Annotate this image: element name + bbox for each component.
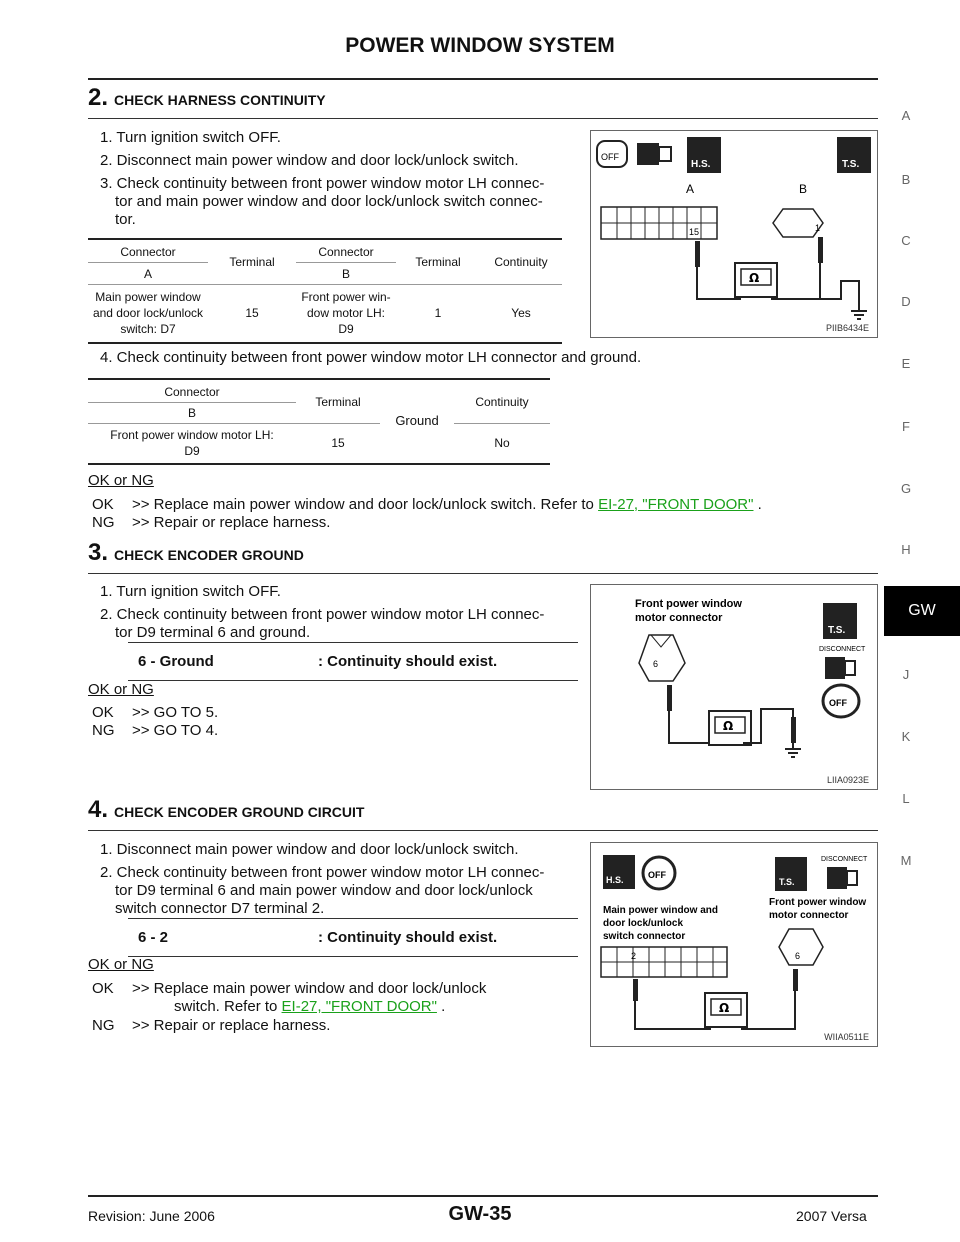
footer-rule [88,1195,878,1197]
ok-text: >> Replace main power window and door lock/unlock switch. Refer to [132,496,594,513]
step3-spec [128,642,578,681]
page-title: POWER WINDOW SYSTEM [345,34,615,57]
svg-text:6: 6 [795,951,801,961]
ng-key: NG [92,722,115,739]
harness-continuity-diagram [591,131,877,337]
ohmmeter-icon [705,993,747,1027]
side-tab-j[interactable]: J [902,667,910,682]
step4-line-2: 2. Check continuity between front power window motor LH connec- [100,864,545,881]
t1-conn-a-line2: and door lock/unlock [92,306,204,321]
ground-icon [851,311,867,319]
step3-ok-result [92,703,218,723]
ok-text-2: switch. Refer to [174,998,278,1015]
fig3-right-caption-1: Front power window [769,897,867,908]
svg-text:15: 15 [689,227,700,237]
continuity-table-2 [88,378,550,465]
step4-spec-right: : Continuity should exist. [318,929,498,946]
step4-ng-result [92,1016,330,1036]
t1-cell-connector-a [88,285,208,343]
t1-conn-b-line2: dow motor LH: [306,306,386,321]
t1-cell-terminal-b: 1 [434,306,442,321]
step4-heading [88,796,364,824]
probe-a [695,241,700,267]
figure-encoder-ground-circuit [590,842,878,1047]
t1-header-connector-2: Connector [296,239,396,263]
ng-key: NG [92,514,115,531]
step3-line-2: 2. Check continuity between front power window motor LH connec- [100,606,545,623]
step3-spec-left: 6 - Ground [138,653,214,670]
step3-title: CHECK ENCODER GROUND [114,547,304,563]
step2-ok-result [92,495,762,515]
probe-b [791,717,796,743]
figure-code: PIIB6434E [825,323,869,333]
fig2-caption-2: motor connector [635,612,723,624]
side-tab-k[interactable]: K [901,729,911,744]
side-tab-l[interactable]: L [902,791,910,806]
fig1-label-a: A [686,182,695,196]
ok-tail: . [441,998,446,1015]
t2-ground: Ground [395,413,439,429]
wire-b [771,263,820,299]
t1-header-terminal-2: Terminal [415,255,461,269]
disconnect-icon [827,867,857,889]
t1-header-a: A [143,266,152,281]
t1-header-terminal: Terminal [229,255,275,269]
t1-conn-a-line3: switch: D7 [120,322,176,337]
footer-page-number: GW-35 [448,1203,512,1225]
step4-ok-result [92,979,486,999]
t2-conn-line2: D9 [184,444,200,459]
ts-badge-icon [837,137,871,173]
ts-badge-icon [823,603,857,639]
t2-header-continuity: Continuity [475,394,529,409]
figure-encoder-ground [590,584,878,790]
side-tab-a[interactable]: A [901,108,911,123]
fig1-label-b: B [799,182,808,196]
step4-title: CHECK ENCODER GROUND CIRCUIT [114,804,365,820]
t2-cell-continuity: No [494,436,510,451]
step2-ng-result [92,513,330,533]
disconnect-label: DISCONNECT [821,856,868,863]
side-tab-c[interactable]: C [901,233,911,248]
svg-text:H.S.: H.S. [691,159,711,170]
side-tab-gw-active[interactable]: GW [884,586,960,636]
ok-key: OK [92,704,114,721]
ts-badge-icon [775,857,807,891]
continuity-table-1 [88,238,562,344]
step4-spec-left: 6 - 2 [138,929,169,946]
t2-cell-terminal: 15 [331,436,345,451]
ng-key: NG [92,1017,115,1034]
step3-spec-right: : Continuity should exist. [318,653,498,670]
svg-text:T.S.: T.S. [842,159,860,170]
step2-ok-ng-label: OK or NG [88,472,154,489]
step2-title: CHECK HARNESS CONTINUITY [114,92,326,108]
probe-b [818,237,823,263]
ground-wire [820,281,859,311]
step3-ok-ng-label: OK or NG [88,681,154,698]
fig3-left-caption-3: switch connector [603,931,686,942]
motor-connector-icon [639,635,685,681]
ok-tail: . [757,496,762,513]
step2-line-3c: tor. [115,211,136,228]
disconnect-icon [637,143,671,165]
footer-revision: Revision: June 2006 [88,1208,215,1224]
ground-icon [785,743,801,757]
ng-text: >> GO TO 4. [132,722,219,739]
step4-rule [88,830,878,831]
hs-badge-icon [603,855,635,889]
ok-key: OK [92,496,114,513]
footer-model: 2007 Versa [796,1208,867,1224]
step2-heading [88,84,326,112]
header-rule [88,78,878,80]
side-tab-m[interactable]: M [900,853,912,868]
motor-connector-icon [779,929,823,965]
step4-number: 4. [88,796,109,823]
ohmmeter-icon [709,711,751,745]
disconnect-label: DISCONNECT [819,646,866,653]
t1-conn-a-line1: Main power window [95,290,201,305]
wire-a [669,711,713,743]
connector-a-icon [601,207,717,239]
probe-a [633,979,638,1001]
svg-text:Ω: Ω [723,719,734,733]
ohmmeter-icon [735,263,777,297]
step2-line-3b: tor and main power window and door lock/unlock switch connec- [115,193,543,210]
step3-line-2b: tor D9 terminal 6 and ground. [115,624,311,641]
figure-harness-continuity [590,130,878,338]
t1-conn-b-line1: Front power win- [301,290,391,305]
step4-line-2c: switch connector D7 terminal 2. [115,900,325,917]
step3-number: 3. [88,539,109,566]
ignition-off-icon [643,857,675,889]
step2-number: 2. [88,84,109,111]
side-tab-b[interactable]: B [901,172,911,187]
svg-text:Ω: Ω [749,271,760,285]
t1-cell-connector-b [296,285,396,343]
side-tab-h[interactable]: H [901,542,911,557]
svg-text:OFF: OFF [829,698,847,708]
fig2-caption-1: Front power window [635,598,742,610]
svg-text:1: 1 [815,223,821,233]
t1-header-continuity: Continuity [494,255,548,269]
step3-ng-result [92,721,218,741]
svg-text:OFF: OFF [601,152,619,162]
svg-text:H.S.: H.S. [606,875,624,885]
step3-heading [88,539,304,567]
t1-header-connector: Connector [88,239,208,263]
ng-text: >> Repair or replace harness. [132,1017,331,1034]
step2-line-2: 2. Disconnect main power window and door lock/unlock switch. [100,152,519,169]
ok-key: OK [92,980,114,997]
step2-line-4: 4. Check continuity between front power window motor LH connector and ground. [100,349,642,366]
figure-code: WIIA0511E [824,1032,869,1042]
svg-text:T.S.: T.S. [779,877,795,887]
wire-b [741,991,795,1029]
t1-cell-terminal-a: 15 [245,306,259,321]
encoder-ground-circuit-diagram [591,843,877,1046]
t2-conn-line1: Front power window motor LH: [110,428,274,443]
encoder-ground-diagram [591,585,877,789]
ignition-off-icon [823,685,859,717]
step3-line-1: 1. Turn ignition switch OFF. [100,583,281,600]
wire-a [635,1001,711,1029]
svg-text:T.S.: T.S. [828,625,846,636]
t2-header-terminal: Terminal [315,394,361,409]
t1-conn-b-line3: D9 [338,322,354,337]
t2-header-b: B [187,406,196,420]
fig3-left-caption-1: Main power window and [603,905,718,916]
step2-line-1: 1. Turn ignition switch OFF. [100,129,281,146]
step3-rule [88,573,878,574]
switch-connector-icon [601,947,727,977]
svg-text:OFF: OFF [648,870,666,880]
svg-text:6: 6 [653,659,659,669]
step4-ok-result-2 [174,997,445,1017]
step4-ok-ng-label: OK or NG [88,956,154,973]
step4-line-1: 1. Disconnect main power window and door lock/unlock switch. [100,841,519,858]
side-tab-f[interactable]: F [902,419,910,434]
t2-header-connector: Connector [88,379,296,403]
side-tab-e[interactable]: E [901,356,911,371]
fig3-right-caption-2: motor connector [769,910,849,921]
ei27-front-door-link[interactable]: EI-27, "FRONT DOOR" [281,998,437,1015]
t1-header-b: B [341,266,350,281]
probe-b [793,969,798,991]
probe-a [667,685,672,711]
connector-b-icon [773,209,823,237]
disconnect-icon [825,657,855,679]
ok-text: >> GO TO 5. [132,704,219,721]
figure-code: LIIA0923E [826,775,869,785]
hs-badge-icon [687,137,721,173]
ng-text: >> Repair or replace harness. [132,514,331,531]
svg-text:Ω: Ω [719,1001,730,1015]
ok-text: >> Replace main power window and door lock/unlock [132,980,487,997]
t1-cell-continuity: Yes [511,306,531,321]
svg-text:2: 2 [631,951,637,961]
side-tab-g[interactable]: G [900,481,912,496]
step4-line-2b: tor D9 terminal 6 and main power window and door lock/unlock [115,882,533,899]
side-tab-d[interactable]: D [901,294,911,309]
fig3-left-caption-2: door lock/unlock [603,918,684,929]
step2-line-3: 3. Check continuity between front power window motor LH connec- [100,175,545,192]
t2-cell-connector [88,424,296,464]
ei27-front-door-link[interactable]: EI-27, "FRONT DOOR" [598,496,754,513]
ignition-off-icon [597,141,627,167]
step2-rule [88,118,878,119]
step4-spec [128,918,578,957]
